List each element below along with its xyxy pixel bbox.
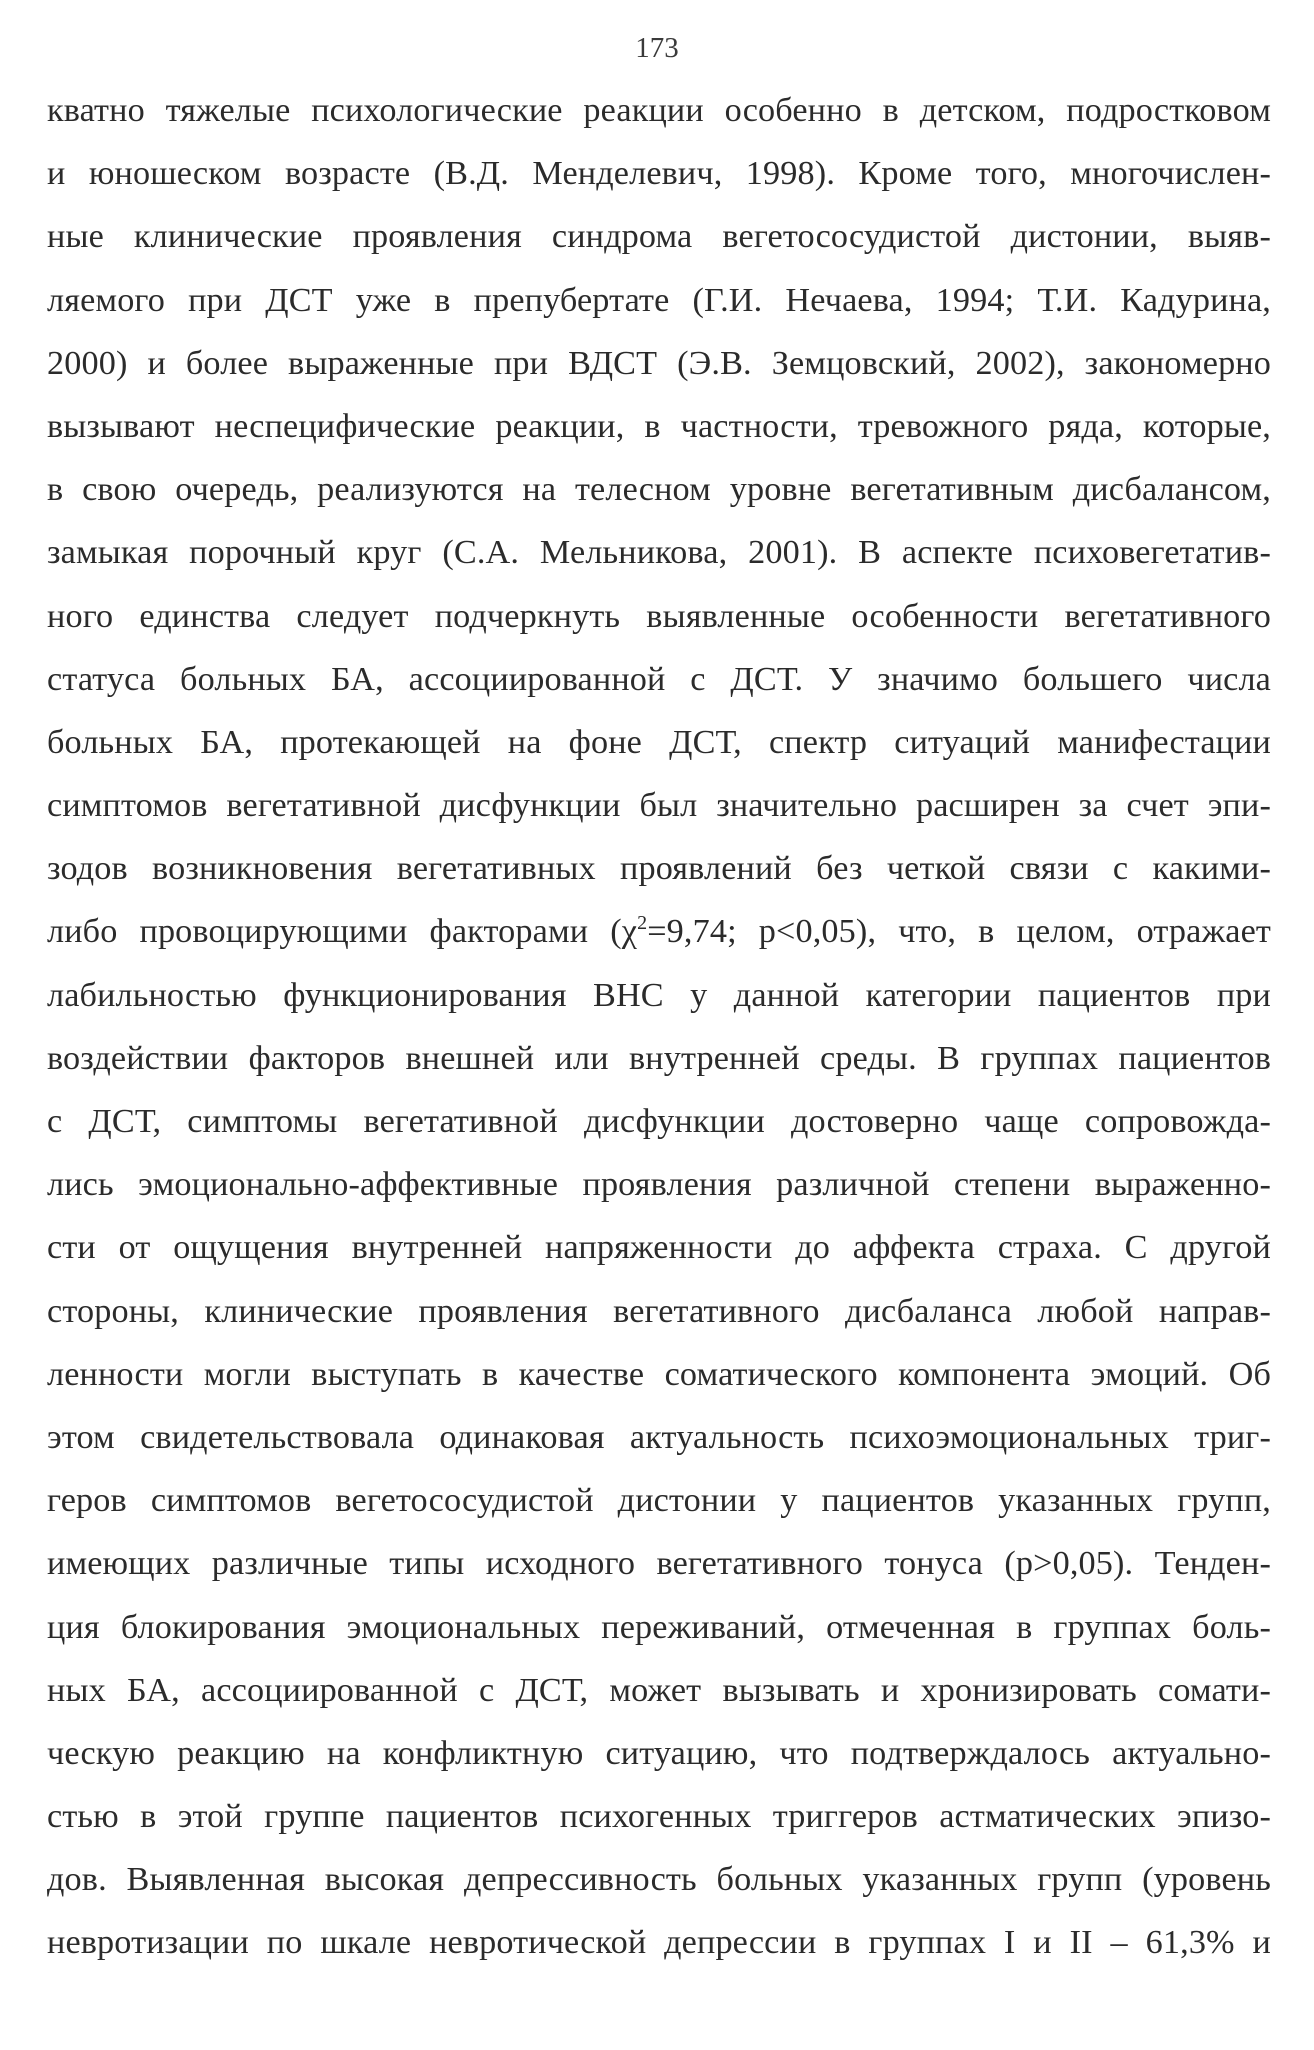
text-line: с ДСТ, симптомы вегетативной дисфункции достоверно чаще сопровожда- <box>47 1103 1271 1140</box>
text-line: стью в этой группе пациентов психогенных триггеров астматических эпизо- <box>47 1798 1271 1836</box>
text-line: симптомов вегетативной дисфункции был значительно расширен за счет эпи- <box>47 787 1271 825</box>
text-line-with-formula <box>47 907 1271 970</box>
text-line: ных БА, ассоциированной с ДСТ, может вызывать и хронизировать сомати- <box>47 1671 1271 1709</box>
text-line: 2000) и более выраженные при ВДСТ (Э.В. Земцовский, 2002), закономерно <box>47 344 1271 382</box>
text-line: лись эмоционально-аффективные проявления различной степени выраженно- <box>47 1166 1271 1204</box>
text-line: имеющих различные типы исходного вегетативного тонуса (р>0,05). Тенден- <box>47 1545 1271 1583</box>
text-line: больных БА, протекающей на фоне ДСТ, спектр ситуаций манифестации <box>47 723 1271 761</box>
text-line: ленности могли выступать в качестве соматического компонента эмоций. Об <box>47 1355 1271 1393</box>
text-line: воздействии факторов внешней или внутренней среды. В группах пациентов <box>47 1039 1271 1077</box>
text-line: лабильностью функционирования ВНС у данной категории пациентов при <box>47 976 1271 1014</box>
text-line: ция блокирования эмоциональных переживаний, отмеченная в группах боль- <box>47 1608 1271 1646</box>
text-line: дов. Выявленная высокая депрессивность больных указанных групп (уровень <box>47 1861 1271 1899</box>
text-line: статуса больных БА, ассоциированной с ДСТ. У значимо большего числа <box>47 660 1271 698</box>
formula-text-before: либо провоцирующими факторами (χ <box>47 913 638 951</box>
text-line: ляемого при ДСТ уже в препубертате (Г.И. Нечаева, 1994; Т.И. Кадурина, <box>47 281 1271 319</box>
body-text <box>47 86 1271 1982</box>
text-line: кватно тяжелые психологические реакции особенно в детском, подростковом <box>47 92 1271 129</box>
text-line: замыкая порочный круг (С.А. Мельникова, 2001). В аспекте психовегетатив- <box>47 534 1271 572</box>
text-line: в свою очередь, реализуются на телесном уровне вегетативным дисбалансом, <box>47 471 1271 509</box>
chi-square-exponent: 2 <box>637 912 648 935</box>
text-line: невротизации по шкале невротической депрессии в группах I и II – 61,3% и <box>47 1924 1271 1962</box>
text-line: стороны, клинические проявления вегетативного дисбаланса любой направ- <box>47 1292 1271 1330</box>
text-line: ного единства следует подчеркнуть выявленные особенности вегетативного <box>47 597 1271 635</box>
formula-text-after: =9,74; р<0,05), что, в целом, отражает <box>647 913 1272 951</box>
text-line: ные клинические проявления синдрома вегетососудистой дистонии, выяв- <box>47 218 1271 256</box>
text-line: зодов возникновения вегетативных проявлений без четкой связи с какими- <box>47 850 1271 888</box>
text-line: и юношеском возрасте (В.Д. Менделевич, 1998). Кроме того, многочислен- <box>47 155 1271 193</box>
text-line: ческую реакцию на конфликтную ситуацию, что подтверждалось актуально- <box>47 1734 1271 1772</box>
text-line: геров симптомов вегетососудистой дистонии у пациентов указанных групп, <box>47 1482 1271 1520</box>
text-line: сти от ощущения внутренней напряженности до аффекта страха. С другой <box>47 1229 1271 1267</box>
text-line: этом свидетельствовала одинаковая актуальность психоэмоциональных триг- <box>47 1418 1271 1456</box>
page-number: 173 <box>635 32 679 64</box>
text-line: вызывают неспецифические реакции, в частности, тревожного ряда, которые, <box>47 407 1271 445</box>
